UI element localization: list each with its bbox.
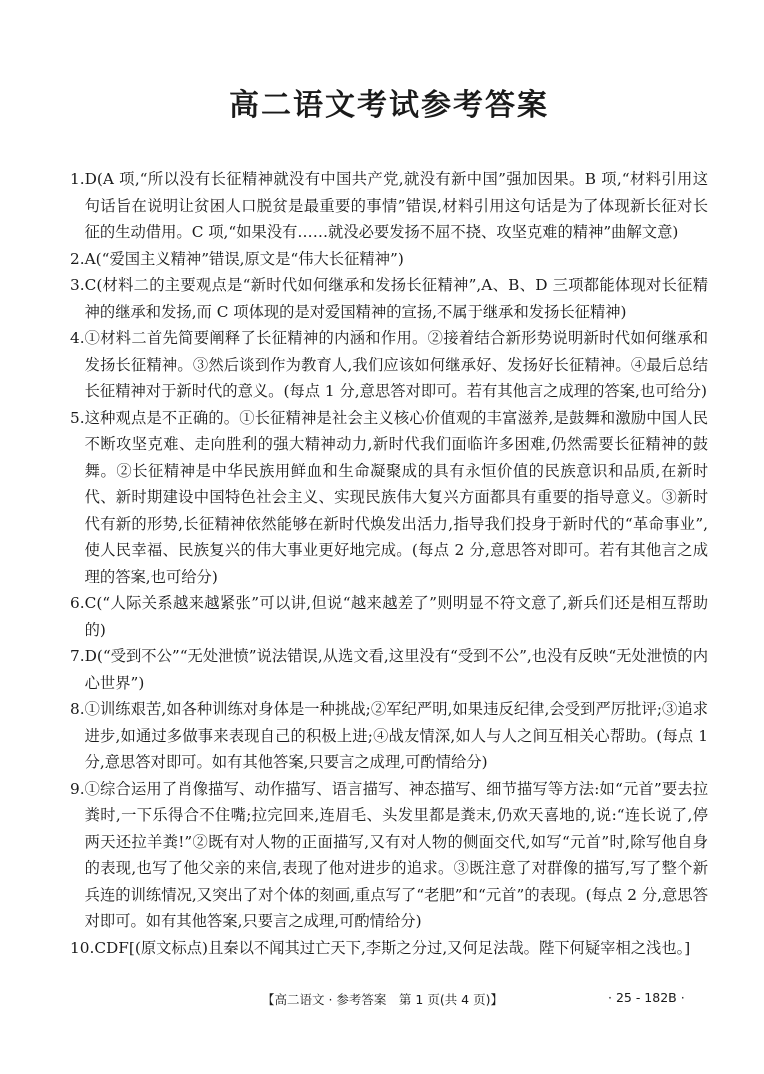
footer-page-info: 【高二语文 · 参考答案 第 1 页(共 4 页)】 xyxy=(262,992,503,1007)
answer-number: 3. xyxy=(70,276,85,294)
answer-text: D(A 项,“所以没有长征精神就没有中国共产党,就没有新中国”强加因果。B 项,“材料引用这句话旨在说明让贫困人口脱贫是最重要的事情”错误,材料引用这句话是为了体现新长征对长征的生动借用。C 项,“如果没有……就没必要发扬不屈不挠、攻坚克难的精神”曲解文意) xyxy=(84,170,708,241)
answer-number: 1. xyxy=(70,170,85,188)
answer-list xyxy=(70,166,708,961)
answer-text: ①训练艰苦,如各种训练对身体是一种挑战;②军纪严明,如果违反纪律,会受到严厉批评;③追求进步,如通过多做事来表现自己的积极上进;④战友情深,如人与人之间互相关心帮助。(每点 1 分,意思答对即可。如有其他答案,只要言之成理,可酌情给分) xyxy=(84,700,708,771)
answer-item-6 xyxy=(70,590,708,643)
answer-item-1 xyxy=(70,166,708,246)
answer-text: ①材料二首先简要阐释了长征精神的内涵和作用。②接着结合新形势说明新时代如何继承和发扬长征精神。③然后谈到作为教育人,我们应该如何继承好、发扬好长征精神。④最后总结长征精神对于新时代的意义。(每点 1 分,意思答对即可。若有其他言之成理的答案,也可给分) xyxy=(84,329,708,400)
answer-number: 6. xyxy=(70,594,85,612)
answer-item-3 xyxy=(70,272,708,325)
answer-number: 7. xyxy=(70,647,85,665)
answer-text: C(材料二的主要观点是“新时代如何继承和发扬长征精神”,A、B、D 三项都能体现对长征精神的继承和发扬,而 C 项体现的是对爱国精神的宣扬,不属于继承和发扬长征精神) xyxy=(84,276,708,321)
answer-text: A(“爱国主义精神”错误,原文是“伟大长征精神”) xyxy=(84,249,404,268)
answer-item-9 xyxy=(70,776,708,935)
answer-number: 4. xyxy=(70,329,85,347)
answer-item-8 xyxy=(70,696,708,776)
answer-number: 2. xyxy=(70,249,85,268)
answer-text: CDF[(原文标点)且秦以不闻其过亡天下,李斯之分过,又何足法哉。陛下何疑宰相之浅也。] xyxy=(94,938,691,957)
answer-item-2 xyxy=(70,246,708,273)
answer-item-4 xyxy=(70,325,708,405)
answer-number: 8. xyxy=(70,700,85,718)
answer-number: 10. xyxy=(70,938,95,957)
answer-number: 9. xyxy=(70,779,85,798)
page-title: 高二语文考试参考答案 xyxy=(229,88,549,123)
answer-item-10 xyxy=(70,935,708,962)
footer-code: · 25 - 182B · xyxy=(608,990,685,1005)
answer-text: ①综合运用了肖像描写、动作描写、语言描写、神态描写、细节描写等方法:如“元首”要去拉粪时,一下乐得合不住嘴;拉完回来,连眉毛、头发里都是粪末,仍欢天喜地的,说:“连长说了,停两天还拉羊粪!”②既有对人物的正面描写,又有对人物的侧面交代,如写“元首”时,除写他自身的表现,也写了他父亲的来信,表现了他对进步的追求。③既注意了对群像的描写,写了整个新兵连的训练情况,又突出了对个体的刻画,重点写了“老肥”和“元首”的表现。(每点 2 分,意思答对即可。如有其他答案,只要言之成理,可酌情给分) xyxy=(84,779,708,930)
answer-text: C(“人际关系越来越紧张”可以讲,但说“越来越差了”则明显不符文意了,新兵们还是相互帮助的) xyxy=(84,594,708,639)
answer-text: 这种观点是不正确的。①长征精神是社会主义核心价值观的丰富滋养,是鼓舞和激励中国人民不断攻坚克难、走向胜利的强大精神动力,新时代我们面临许多困难,仍然需要长征精神的鼓舞。②长征精神是中华民族用鲜血和生命凝聚成的具有永恒价值的民族意识和品质,在新时代、新时期建设中国特色社会主义、实现民族伟大复兴方面都具有重要的指导意义。③新时代有新的形势,长征精神依然能够在新时代焕发出活力,指导我们投身于新时代的“革命事业”,使人民幸福、民族复兴的伟大事业更好地完成。(每点 2 分,意思答对即可。若有其他言之成理的答案,也可给分) xyxy=(84,408,708,586)
answer-item-7 xyxy=(70,643,708,696)
answer-number: 5. xyxy=(70,408,85,427)
answer-item-5 xyxy=(70,405,708,591)
answer-text: D(“受到不公”“无处泄愤”说法错误,从选文看,这里没有“受到不公”,也没有反映“无处泄愤的内心世界”) xyxy=(84,647,708,692)
